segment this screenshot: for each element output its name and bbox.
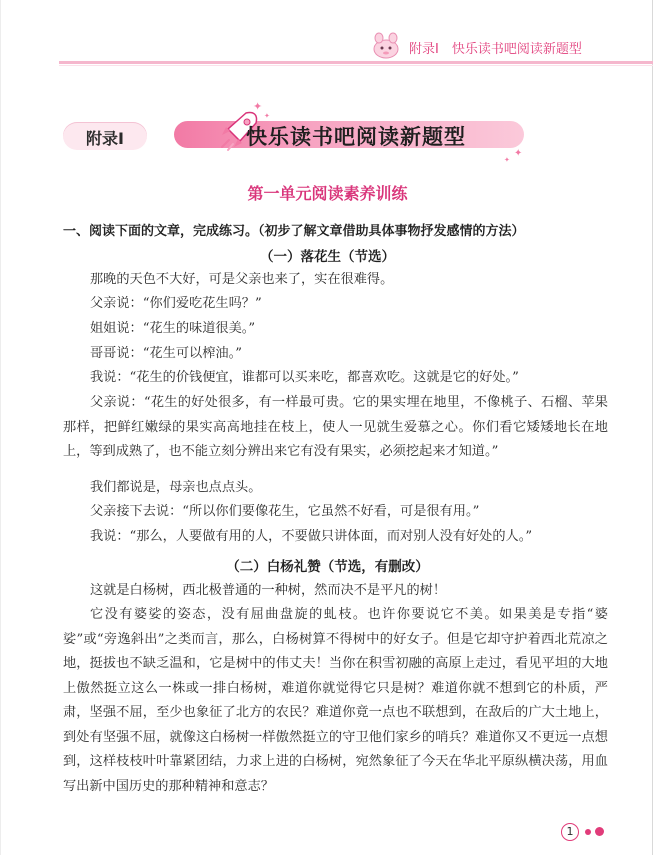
paragraph: 那晚的天色不大好，可是父亲也来了，实在很难得。 — [90, 272, 394, 287]
paragraph: 这就是白杨树，西北极普通的一种树，然而决不是平凡的树！ — [90, 583, 447, 598]
instruction: 一、阅读下面的文章，完成练习。（初步了解文章借助具体事物抒发感情的方法） — [63, 224, 525, 239]
paragraph: 它没有婆娑的姿态，没有屈曲盘旋的虬枝。也许你要说它不美。如果美是专指“婆娑”或“旁逸斜出”之类而言，那么，白杨树算不得树中的好女子。但是它却守护着西北荒凉之地，挺拔也不缺乏温和，它是树中的伟丈夫！当你在积雪初融的高原上走过，看见平坦的大地上傲然挺立这么一株或一排白杨树，难道你就觉得它只是树？难道你就不想到它的朴质，严肃，坚强不屈，至少也象征了北方的农民？难道你竟一点也不联想到，在敌后的广大土地上，到处有坚强不屈，就像这白杨树一样傲然挺立的守卫他们家乡的哨兵？难道你又不更远一点想到，这样枝枝叶叶靠紧团结，力求上进的白杨树，宛然象征了今天在华北平原纵横决荡，用血写出新中国历史的那种精神和意志？ — [63, 607, 608, 794]
sparkle-icon: ✦ — [264, 112, 270, 120]
paragraph: 父亲说：“你们爱吃花生吗？” — [90, 296, 262, 311]
header-divider — [59, 61, 653, 64]
paragraph: 父亲说：“花生的好处很多，有一样最可贵。它的果实埋在地里，不像桃子、石榴、苹果那样，把鲜红嫩绿的果实高高地挂在枝上，使人一见就生爱慕之心。你们看它矮矮地长在地上，等到成熟了，也不能立刻分辨出来它有没有果实，必须挖起来才知道。” — [63, 395, 608, 459]
section-title: （一）落花生（节选） — [260, 249, 395, 265]
main-title: 快乐读书吧阅读新题型 — [246, 125, 466, 149]
appendix-badge-text: 附录Ⅰ — [86, 129, 124, 148]
section-title: （二）白杨礼赞（节选，有删改） — [226, 559, 429, 575]
page-number: 1 — [566, 825, 574, 838]
paragraph: 父亲接下去说：“所以你们要像花生，它虽然不好看，可是很有用。” — [90, 504, 480, 519]
unit-title: 第一单元阅读素养训练 — [247, 184, 408, 203]
paragraph: 我们都说是，母亲也点点头。 — [90, 480, 262, 495]
page-number-badge — [561, 823, 579, 841]
paragraph: 姐姐说：“花生的味道很美。” — [90, 321, 256, 336]
sparkle-icon: ✦ — [504, 156, 510, 164]
appendix-badge — [63, 122, 147, 150]
sparkle-icon: ✦ — [514, 148, 523, 159]
mascot-icon — [371, 32, 401, 60]
header-label: 附录Ⅰ 快乐读书吧阅读新题型 — [409, 42, 582, 57]
paragraph: 我说：“花生的价钱便宜，谁都可以买来吃，都喜欢吃。这就是它的好处。” — [90, 370, 519, 385]
header-divider-thin — [59, 65, 653, 66]
paragraph: 哥哥说：“花生可以榨油。” — [90, 346, 242, 361]
sparkle-icon: ✦ — [253, 100, 263, 113]
paragraph: 我说：“那么，人要做有用的人，不要做只讲体面，而对别人没有好处的人。” — [90, 529, 533, 544]
dot-icon — [585, 829, 591, 835]
dot-icon — [595, 827, 604, 836]
